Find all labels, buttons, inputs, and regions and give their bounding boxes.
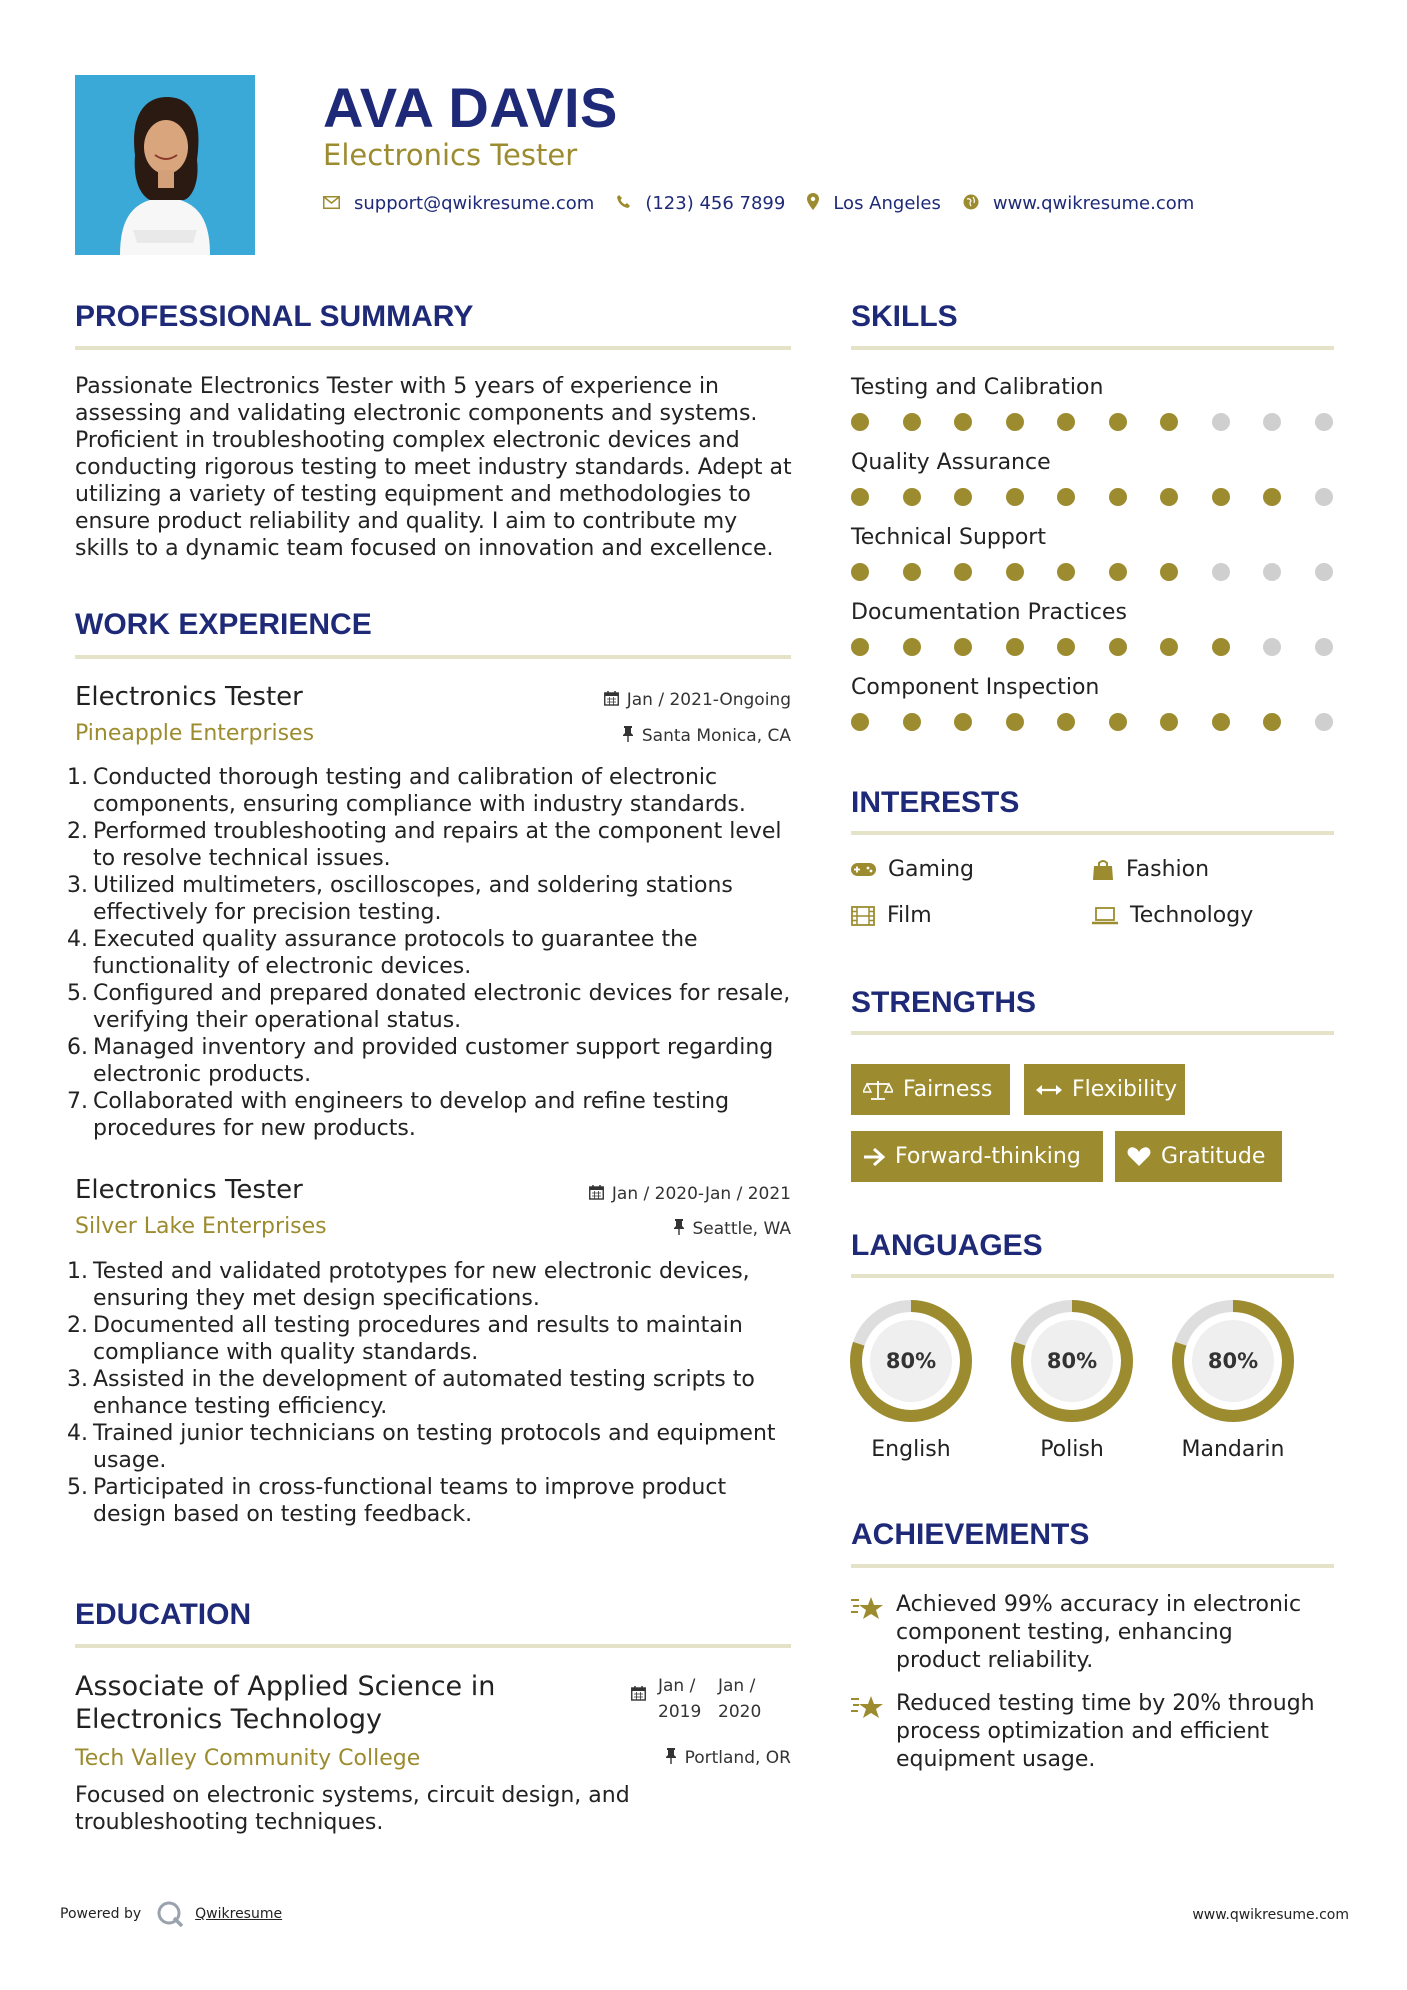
skill-dot-filled — [1057, 563, 1075, 581]
job-location — [673, 1219, 792, 1239]
list-item: 2. Performed troubleshooting and repairs at the component level to resolve technical issues. — [67, 819, 782, 871]
job-location-text: Seattle, WA — [692, 1219, 791, 1239]
summary-divider — [75, 346, 791, 350]
education-description: Focused on electronic systems, circuit design, and troubleshooting techniques. — [75, 1783, 630, 1835]
interest-label: Fashion — [1126, 857, 1210, 882]
skills-heading: SKILLS — [851, 300, 958, 333]
list-item: 4. Executed quality assurance protocols to guarantee the functionality of electronic devices. — [67, 927, 698, 979]
degree-line-2: Electronics Technology — [75, 1704, 382, 1735]
interest-label: Film — [887, 903, 932, 928]
skill-dot-filled — [1212, 713, 1230, 731]
candidate-title: Electronics Tester — [323, 138, 578, 172]
phone-icon — [616, 194, 631, 213]
list-item: 7. Collaborated with engineers to develop and refine testing procedures for new products. — [67, 1089, 730, 1141]
profile-photo — [75, 75, 255, 255]
skill-rating — [851, 488, 1366, 506]
list-item: 1. Tested and validated prototypes for new electronic devices, ensuring they met design specifications. — [67, 1259, 750, 1311]
skill-dot-filled — [1057, 713, 1075, 731]
skill-dot-filled — [1160, 488, 1178, 506]
language-name: English — [871, 1437, 951, 1462]
skill-dot-filled — [851, 563, 869, 581]
degree-line-1: Associate of Applied Science in — [75, 1671, 496, 1702]
interest-label: Technology — [1130, 903, 1254, 928]
powered-by-text: Powered by — [60, 1906, 142, 1922]
skill-name: Component Inspection — [851, 675, 1100, 700]
interest-item — [1092, 903, 1253, 928]
language-percent: 80% — [1207, 1349, 1259, 1373]
skill-dot-filled — [1160, 713, 1178, 731]
skill-dot-filled — [1109, 713, 1127, 731]
skill-dot-filled — [1006, 488, 1024, 506]
job-dates — [604, 690, 791, 710]
pushpin-icon — [622, 726, 634, 746]
list-item: 3. Utilized multimeters, oscilloscopes, and soldering stations effectively for precision testing. — [67, 873, 733, 925]
education-location — [665, 1748, 791, 1768]
language-progress — [849, 1299, 973, 1423]
job-title: Electronics Tester — [75, 682, 303, 712]
summary-text: Passionate Electronics Tester with 5 years of experience in assessing and validating electronic components and systems. Proficient in troubleshooting complex electronic devices and conducting rigorous testing to meet industry standards. Adept at utilizing a variety of testing equipment and methodologies to ensure product reliability and quality. I aim to contribute my skills to a dynamic team focused on innovation and excellence. — [75, 374, 792, 561]
list-item: 5. Configured and prepared donated electronic devices for resale, verifying their operational status. — [67, 981, 791, 1033]
job-company: Silver Lake Enterprises — [75, 1214, 327, 1239]
language-name: Polish — [1040, 1437, 1104, 1462]
experience-divider — [75, 655, 791, 659]
strength-label: Flexibility — [1072, 1077, 1177, 1102]
footer-brand-link[interactable]: Qwikresume — [195, 1906, 283, 1922]
education-start-month: Jan / — [658, 1676, 696, 1696]
strength-badge — [1115, 1131, 1282, 1182]
achievement-text: Reduced testing time by 20% through process optimization and efficient equipment usage. — [896, 1691, 1315, 1772]
skill-dot-filled — [1109, 563, 1127, 581]
gamepad-icon — [851, 862, 876, 877]
skill-dot-filled — [851, 488, 869, 506]
arrow-right-icon — [863, 1148, 885, 1166]
skill-dot-filled — [1006, 563, 1024, 581]
skill-dot-filled — [1212, 488, 1230, 506]
achievements-heading: ACHIEVEMENTS — [851, 1518, 1090, 1551]
job-bullets — [67, 764, 797, 1142]
interest-item — [1092, 857, 1209, 882]
pushpin-icon — [665, 1748, 677, 1768]
skill-dot-filled — [954, 413, 972, 431]
languages-heading: LANGUAGES — [851, 1229, 1043, 1262]
strength-badge — [851, 1064, 1010, 1115]
skill-dot-filled — [851, 638, 869, 656]
job-location — [622, 726, 791, 746]
strength-badge — [1024, 1064, 1185, 1115]
language-percent: 80% — [885, 1349, 937, 1373]
languages-divider — [851, 1274, 1334, 1278]
achievement-item — [851, 1690, 1321, 1774]
skill-dot-filled — [1160, 563, 1178, 581]
globe-icon — [963, 194, 979, 214]
arrows-horizontal-icon — [1036, 1083, 1062, 1097]
star-icon — [851, 1690, 896, 1774]
contact-location: Los Angeles — [833, 193, 941, 214]
skill-dot-filled — [1263, 713, 1281, 731]
skill-dot-empty — [1315, 488, 1333, 506]
skill-name: Quality Assurance — [851, 450, 1051, 475]
film-icon — [851, 906, 875, 926]
interest-item — [851, 857, 974, 882]
strength-label: Forward-thinking — [895, 1144, 1081, 1169]
skill-dot-filled — [851, 413, 869, 431]
list-item: 5. Participated in cross-functional teams to improve product design based on testing feedback. — [67, 1475, 727, 1527]
skill-dot-filled — [903, 638, 921, 656]
shopping-bag-icon — [1092, 859, 1114, 881]
skill-rating — [851, 563, 1366, 581]
list-item: 1. Conducted thorough testing and calibration of electronic components, ensuring compliance with industry standards. — [67, 765, 746, 817]
skill-name: Testing and Calibration — [851, 375, 1104, 400]
job-location-text: Santa Monica, CA — [641, 726, 791, 746]
language-progress — [1010, 1299, 1134, 1423]
skill-dot-filled — [1160, 638, 1178, 656]
summary-heading: PROFESSIONAL SUMMARY — [75, 300, 474, 333]
job-dates-text: Jan / 2020-Jan / 2021 — [611, 1184, 791, 1204]
language-progress — [1171, 1299, 1295, 1423]
skill-dot-filled — [954, 563, 972, 581]
calendar-icon — [589, 1185, 604, 1204]
skill-dot-filled — [903, 713, 921, 731]
skill-dot-empty — [1263, 563, 1281, 581]
achievement-item — [851, 1591, 1321, 1675]
laptop-icon — [1092, 907, 1118, 925]
achievement-text: Achieved 99% accuracy in electronic component testing, enhancing product reliability. — [896, 1592, 1302, 1673]
language-name: Mandarin — [1181, 1437, 1285, 1462]
skill-dot-empty — [1212, 413, 1230, 431]
skill-name: Technical Support — [851, 525, 1046, 550]
language-percent: 80% — [1046, 1349, 1098, 1373]
contact-email[interactable]: support@qwikresume.com — [354, 193, 595, 214]
strengths-divider — [851, 1031, 1334, 1035]
skill-dot-filled — [1109, 638, 1127, 656]
calendar-icon — [631, 1686, 646, 1705]
envelope-icon — [323, 194, 340, 213]
interest-label: Gaming — [888, 857, 974, 882]
job-dates — [589, 1184, 791, 1204]
skill-rating — [851, 638, 1366, 656]
skill-dot-filled — [1057, 488, 1075, 506]
education-end-month: Jan / — [718, 1676, 756, 1696]
skill-dot-empty — [1263, 413, 1281, 431]
skill-dot-filled — [1006, 413, 1024, 431]
star-icon — [851, 1591, 896, 1675]
education-start-year: 2019 — [658, 1702, 702, 1722]
skill-dot-filled — [1006, 713, 1024, 731]
skill-dot-filled — [1263, 488, 1281, 506]
footer-website[interactable]: www.qwikresume.com — [1192, 1907, 1349, 1923]
calendar-icon — [604, 691, 619, 710]
experience-heading: WORK EXPERIENCE — [75, 608, 372, 641]
skill-dot-empty — [1315, 413, 1333, 431]
strength-badge — [851, 1131, 1103, 1182]
contact-phone[interactable]: (123) 456 7899 — [645, 193, 786, 214]
strengths-heading: STRENGTHS — [851, 986, 1037, 1019]
interests-heading: INTERESTS — [851, 786, 1020, 819]
list-item: 3. Assisted in the development of automated testing scripts to enhance testing efficiency. — [67, 1367, 755, 1419]
skill-dot-filled — [954, 638, 972, 656]
job-title: Electronics Tester — [75, 1175, 303, 1205]
interest-item — [851, 903, 932, 928]
balance-scale-icon — [863, 1079, 893, 1101]
skill-dot-filled — [1160, 413, 1178, 431]
skill-dot-filled — [903, 563, 921, 581]
job-company: Pineapple Enterprises — [75, 721, 315, 746]
contact-bar — [323, 193, 1216, 214]
strength-label: Fairness — [903, 1077, 993, 1102]
skill-dot-filled — [1109, 488, 1127, 506]
education-end-year: 2020 — [718, 1702, 762, 1722]
degree-title — [75, 1670, 495, 1736]
list-item: 2. Documented all testing procedures and results to maintain compliance with quality standards. — [67, 1313, 743, 1365]
achievements-divider — [851, 1564, 1334, 1568]
skill-dot-filled — [1006, 638, 1024, 656]
pushpin-icon — [673, 1219, 685, 1239]
footer-powered-by — [60, 1899, 282, 1929]
qwikresume-logo-icon — [155, 1899, 185, 1929]
education-location-text: Portland, OR — [684, 1748, 791, 1768]
skill-dot-filled — [851, 713, 869, 731]
strength-label: Gratitude — [1161, 1144, 1266, 1169]
list-item: 6. Managed inventory and provided customer support regarding electronic products. — [67, 1035, 774, 1087]
skill-dot-filled — [1057, 413, 1075, 431]
skill-dot-empty — [1212, 563, 1230, 581]
skill-dot-filled — [903, 413, 921, 431]
candidate-name: AVA DAVIS — [323, 76, 618, 139]
job-bullets — [67, 1258, 797, 1528]
skill-name: Documentation Practices — [851, 600, 1127, 625]
education-heading: EDUCATION — [75, 1598, 252, 1631]
skill-dot-filled — [1109, 413, 1127, 431]
list-item: 4. Trained junior technicians on testing protocols and equipment usage. — [67, 1421, 776, 1473]
profile-photo-illustration — [75, 75, 255, 255]
skill-dot-filled — [903, 488, 921, 506]
job-dates-text: Jan / 2021-Ongoing — [626, 690, 791, 710]
skill-dot-empty — [1315, 563, 1333, 581]
skill-rating — [851, 413, 1366, 431]
interests-divider — [851, 831, 1334, 835]
map-marker-icon — [807, 193, 819, 214]
skill-dot-empty — [1315, 713, 1333, 731]
skill-dot-empty — [1263, 638, 1281, 656]
skill-dot-filled — [954, 713, 972, 731]
skill-dot-empty — [1315, 638, 1333, 656]
skill-dot-filled — [1212, 638, 1230, 656]
skill-rating — [851, 713, 1366, 731]
heart-icon — [1127, 1146, 1151, 1167]
education-end — [718, 1673, 761, 1725]
education-start — [658, 1673, 701, 1725]
school-name: Tech Valley Community College — [75, 1746, 421, 1771]
skills-divider — [851, 346, 1334, 350]
skill-dot-filled — [1057, 638, 1075, 656]
education-divider — [75, 1644, 791, 1648]
contact-website[interactable]: www.qwikresume.com — [992, 193, 1195, 214]
skill-dot-filled — [954, 488, 972, 506]
